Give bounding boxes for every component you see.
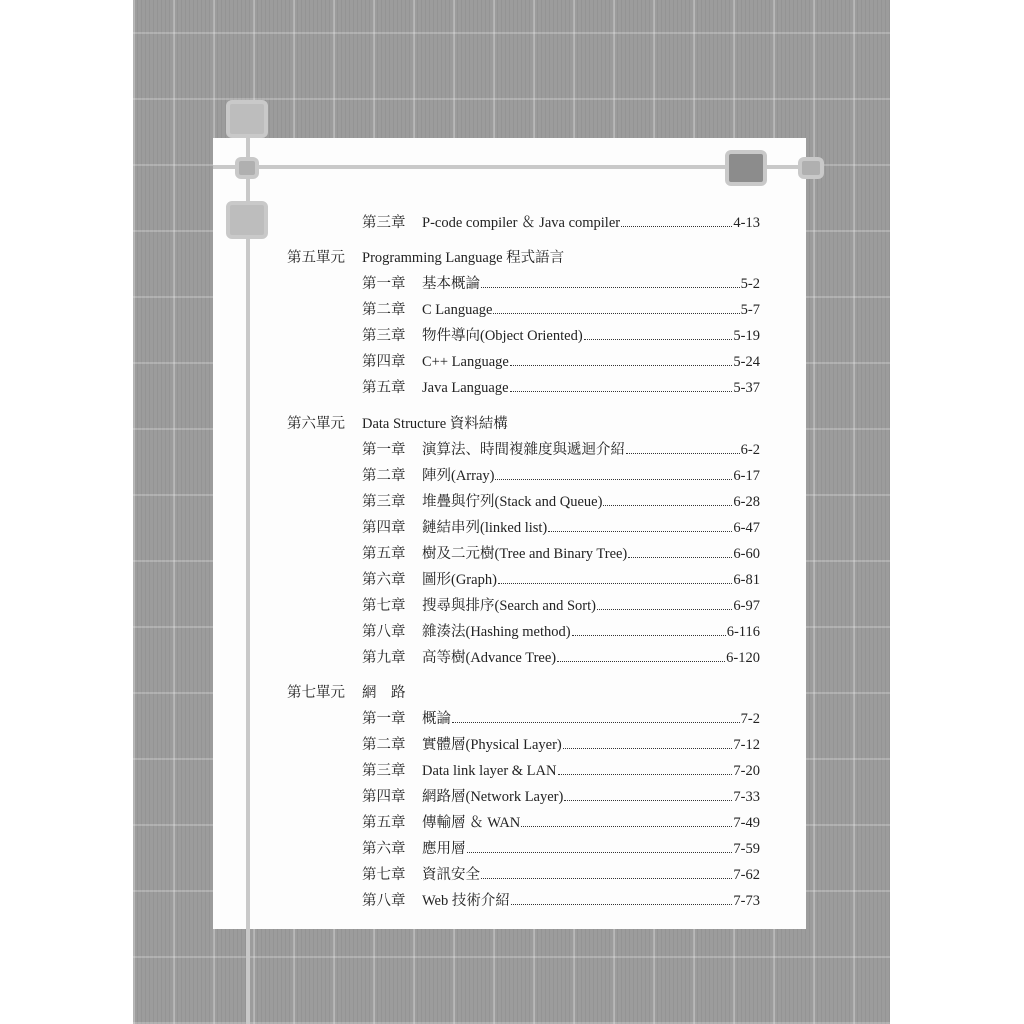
chapter-title: Web 技術介紹 [422, 893, 510, 909]
page-number: 6-2 [740, 442, 760, 458]
chapter-number: 第一章 [362, 442, 406, 458]
chapter-number: 第四章 [362, 520, 406, 536]
dot-leader [452, 722, 740, 723]
chapter-number: 第二章 [362, 737, 406, 753]
toc-row [362, 298, 760, 318]
page-number: 7-59 [733, 841, 760, 857]
toc-row [362, 811, 760, 831]
chapter-number: 第三章 [362, 328, 406, 344]
page-number: 4-13 [733, 215, 760, 231]
page-number: 6-17 [733, 468, 760, 484]
page-number: 6-47 [733, 520, 760, 536]
dot-leader [481, 287, 740, 288]
dot-leader [584, 339, 733, 340]
page-number: 5-19 [733, 328, 760, 344]
toc-row [362, 863, 760, 883]
chapter-number: 第四章 [362, 789, 406, 805]
chapter-number: 第二章 [362, 302, 406, 318]
chapter-title: 網路層(Network Layer) [422, 789, 564, 805]
chapter-title: 概論 [422, 711, 451, 727]
chapter-number: 第六章 [362, 841, 406, 857]
dot-leader [626, 453, 740, 454]
page-number: 6-28 [733, 494, 760, 510]
chapter-title: 基本概論 [422, 276, 480, 292]
toc-row [362, 620, 760, 640]
dot-leader [621, 226, 732, 227]
unit-title: Programming Language 程式語言 [362, 250, 565, 266]
dot-leader [557, 661, 725, 662]
chapter-number: 第二章 [362, 468, 406, 484]
toc-row [362, 733, 760, 753]
toc-row [362, 376, 760, 396]
chapter-title: P-code compiler ＆ Java compiler [422, 215, 621, 231]
page-number: 6-97 [733, 598, 760, 614]
dot-leader [572, 635, 726, 636]
toc-row [362, 490, 760, 510]
page-number: 7-12 [733, 737, 760, 753]
unit-heading [287, 246, 564, 267]
chapter-title: 演算法、時間複雜度與遞迴介紹 [422, 442, 625, 458]
toc-row [362, 646, 760, 666]
chapter-number: 第三章 [362, 215, 406, 231]
page-number: 5-24 [733, 354, 760, 370]
toc-row [362, 707, 760, 727]
unit-number: 第五單元 [287, 250, 345, 266]
dot-leader [511, 904, 733, 905]
page-number: 7-20 [733, 763, 760, 779]
chapter-number: 第六章 [362, 572, 406, 588]
toc-row [362, 516, 760, 536]
toc-row [362, 324, 760, 344]
page-number: 7-62 [733, 867, 760, 883]
chapter-title: C Language [422, 302, 493, 318]
dot-leader [493, 313, 739, 314]
toc-row [362, 464, 760, 484]
dot-leader [498, 583, 733, 584]
chapter-number: 第七章 [362, 867, 406, 883]
unit-heading [287, 681, 406, 702]
page-number: 5-2 [740, 276, 760, 292]
toc-row [362, 785, 760, 805]
page-number: 7-73 [733, 893, 760, 909]
chapter-title: 陣列(Array) [422, 468, 495, 484]
chapter-title: 堆疊與佇列(Stack and Queue) [422, 494, 603, 510]
chapter-title: 樹及二元樹(Tree and Binary Tree) [422, 546, 628, 562]
dot-leader [481, 878, 732, 879]
page-number: 6-60 [733, 546, 760, 562]
toc-row [362, 350, 760, 370]
page-number: 5-37 [733, 380, 760, 396]
chapter-title: 傳輸層 ＆ WAN [422, 815, 521, 831]
chapter-number: 第一章 [362, 711, 406, 727]
chapter-title: 圖形(Graph) [422, 572, 497, 588]
toc-row [362, 272, 760, 292]
chapter-title: 資訊安全 [422, 867, 480, 883]
dot-leader [628, 557, 732, 558]
chapter-title: 高等樹(Advance Tree) [422, 650, 557, 666]
dot-leader [467, 852, 733, 853]
chapter-number: 第五章 [362, 546, 406, 562]
chapter-title: C++ Language [422, 354, 509, 370]
dot-leader [558, 774, 733, 775]
toc-row [362, 594, 760, 614]
toc-row [362, 759, 760, 779]
page-number: 6-116 [726, 624, 760, 640]
page-number: 6-81 [733, 572, 760, 588]
page-number: 7-33 [733, 789, 760, 805]
chapter-title: 物件導向(Object Oriented) [422, 328, 583, 344]
dot-leader [495, 479, 732, 480]
chapter-number: 第八章 [362, 893, 406, 909]
toc-row [362, 542, 760, 562]
dot-leader [521, 826, 732, 827]
unit-title: 網 路 [362, 685, 406, 701]
toc-row [362, 438, 760, 458]
chapter-title: 應用層 [422, 841, 466, 857]
dot-leader [510, 365, 733, 366]
chapter-number: 第三章 [362, 763, 406, 779]
chapter-number: 第七章 [362, 598, 406, 614]
unit-number: 第六單元 [287, 416, 345, 432]
toc-row [362, 568, 760, 588]
page-number: 5-7 [740, 302, 760, 318]
dot-leader [603, 505, 732, 506]
dot-leader [564, 800, 732, 801]
page-number: 7-49 [733, 815, 760, 831]
page-number: 7-2 [740, 711, 760, 727]
chapter-number: 第八章 [362, 624, 406, 640]
dot-leader [597, 609, 732, 610]
unit-title: Data Structure 資料結構 [362, 416, 508, 432]
toc-row [362, 837, 760, 857]
chapter-number: 第三章 [362, 494, 406, 510]
dot-leader [563, 748, 733, 749]
toc-row [362, 211, 760, 231]
chapter-number: 第四章 [362, 354, 406, 370]
unit-number: 第七單元 [287, 685, 345, 701]
chapter-title: 鏈結串列(linked list) [422, 520, 548, 536]
chapter-title: 雜湊法(Hashing method) [422, 624, 571, 640]
dot-leader [510, 391, 733, 392]
dot-leader [548, 531, 732, 532]
chapter-number: 第五章 [362, 815, 406, 831]
unit-heading [287, 412, 508, 433]
chapter-title: Data link layer & LAN [422, 763, 557, 779]
chapter-title: Java Language [422, 380, 509, 396]
chapter-number: 第九章 [362, 650, 406, 666]
chapter-number: 第一章 [362, 276, 406, 292]
chapter-title: 搜尋與排序(Search and Sort) [422, 598, 596, 614]
chapter-title: 實體層(Physical Layer) [422, 737, 562, 753]
page-number: 6-120 [726, 650, 760, 666]
toc-row [362, 889, 760, 909]
chapter-number: 第五章 [362, 380, 406, 396]
